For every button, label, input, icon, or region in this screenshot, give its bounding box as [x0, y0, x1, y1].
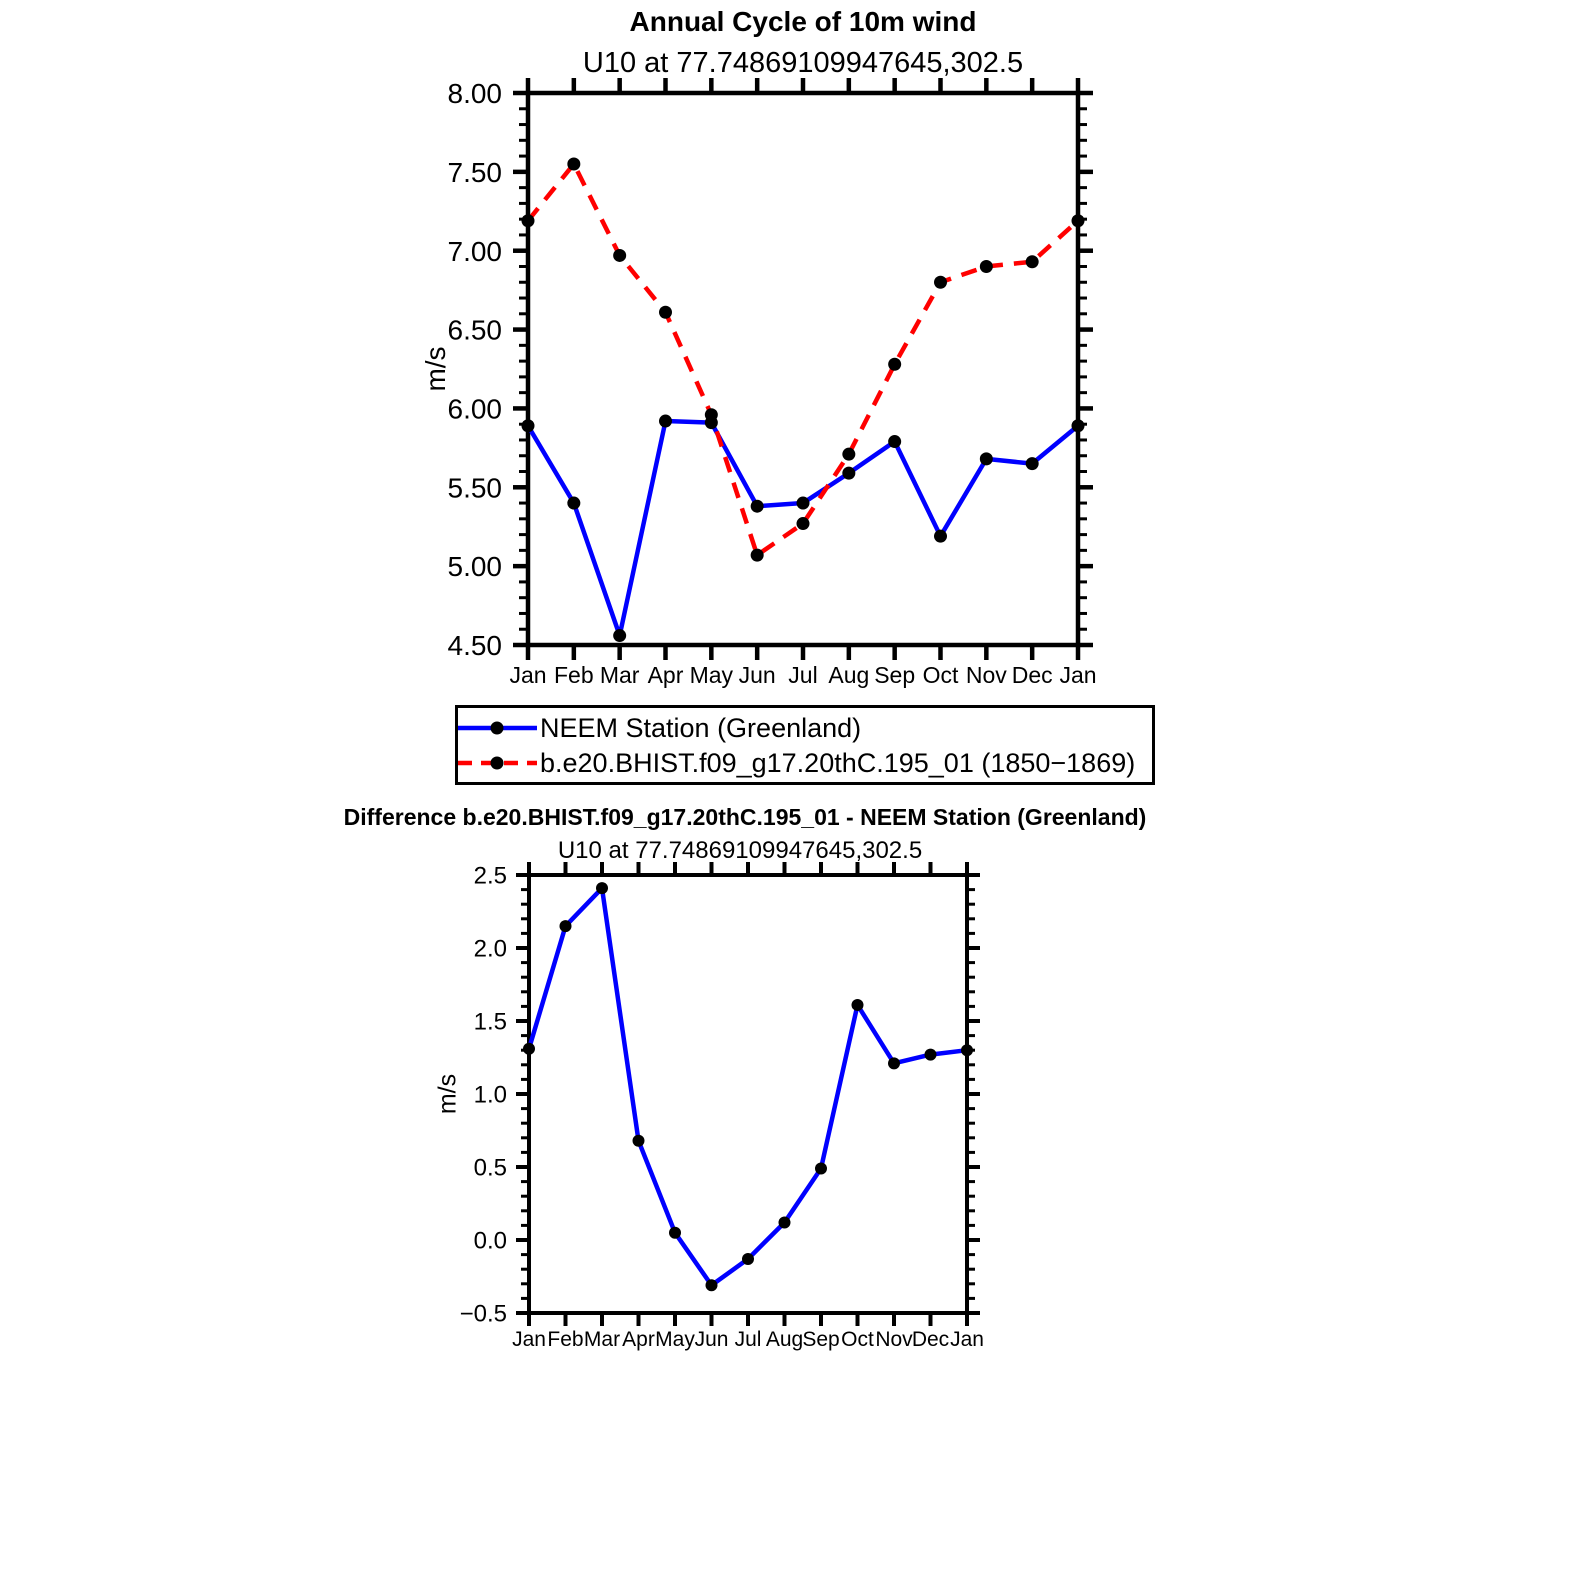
x-tick-label: Sep: [874, 662, 916, 688]
x-tick-label: Feb: [547, 1328, 584, 1351]
x-axis-tick-labels: [509, 662, 1096, 688]
x-tick-label: Apr: [622, 1328, 655, 1351]
chart1-series-1-line: [528, 164, 1078, 555]
chart1-plot: [448, 78, 1097, 688]
data-point-marker: [669, 1227, 681, 1239]
y-tick-label: 4.50: [447, 630, 502, 662]
data-point-marker: [1072, 419, 1085, 432]
y-tick-label: 8.00: [447, 78, 502, 110]
y-axis-tick-labels: [448, 78, 503, 661]
x-tick-label: Nov: [875, 1328, 913, 1351]
data-point-marker: [742, 1253, 754, 1265]
data-point-marker: [659, 306, 672, 319]
data-point-marker: [961, 1044, 973, 1056]
x-tick-label: May: [689, 662, 734, 688]
data-point-marker: [815, 1162, 827, 1174]
data-point-marker: [567, 497, 580, 510]
data-point-marker: [797, 517, 810, 530]
data-point-marker: [567, 157, 580, 170]
chart1-subtitle: U10 at 77.74869109947645,302.5: [582, 47, 1024, 79]
x-tick-label: Feb: [554, 662, 594, 688]
data-point-marker: [842, 467, 855, 480]
chart2-title: Difference b.e20.BHIST.f09_g17.20thC.195_01 - NEEM Station (Greenland): [343, 804, 1147, 830]
y-tick-label: 1.5: [473, 1008, 507, 1036]
data-point-marker: [888, 1057, 900, 1069]
data-point-marker: [888, 358, 901, 371]
data-point-marker: [1026, 255, 1039, 268]
legend: [455, 705, 1155, 785]
data-point-marker: [842, 448, 855, 461]
y-axis-ticks: [513, 93, 1093, 645]
plot-frame: [529, 875, 967, 1313]
data-point-marker: [706, 1279, 718, 1291]
data-point-marker: [888, 435, 901, 448]
data-point-marker: [633, 1135, 645, 1147]
y-tick-label: 5.00: [447, 551, 502, 583]
y-tick-label: 5.50: [447, 472, 502, 504]
x-tick-label: Mar: [599, 662, 640, 688]
data-point-marker: [980, 260, 993, 273]
legend-swatch-dashed-line-icon: [458, 746, 538, 780]
y-tick-label: 1.0: [473, 1081, 507, 1109]
y-tick-label: 2.5: [473, 862, 507, 890]
x-tick-label: Apr: [647, 662, 684, 688]
legend-item-model-run: [458, 745, 1152, 780]
x-tick-label: Jul: [734, 1328, 762, 1351]
legend-marker-dot: [491, 756, 504, 769]
data-point-marker: [560, 920, 572, 932]
data-point-marker: [596, 882, 608, 894]
data-point-marker: [613, 629, 626, 642]
y-tick-label: 7.50: [447, 156, 502, 188]
data-point-marker: [705, 408, 718, 421]
legend-marker-dot: [491, 721, 504, 734]
data-point-marker: [925, 1049, 937, 1061]
y-axis-tick-labels: [460, 863, 507, 1328]
x-tick-label: Nov: [965, 662, 1007, 688]
x-tick-label: Jan: [509, 662, 547, 688]
x-tick-label: Jun: [738, 662, 776, 688]
data-point-marker: [779, 1216, 791, 1228]
x-tick-label: Jan: [1059, 662, 1097, 688]
y-tick-label: −0.5: [459, 1300, 507, 1328]
x-tick-label: Aug: [765, 1328, 804, 1351]
x-tick-label: Dec: [911, 1328, 950, 1351]
chart2-plot: [460, 862, 984, 1351]
data-point-marker: [1026, 457, 1039, 470]
data-point-marker: [980, 452, 993, 465]
x-axis-tick-labels: [512, 1328, 984, 1351]
x-tick-label: Jul: [788, 662, 818, 688]
data-point-marker: [523, 1043, 535, 1055]
y-tick-label: 7.00: [447, 235, 502, 267]
data-point-marker: [751, 500, 764, 513]
x-axis-ticks: [528, 78, 1078, 660]
x-tick-label: Mar: [583, 1328, 621, 1351]
data-point-marker: [852, 999, 864, 1011]
y-tick-label: 2.0: [473, 935, 507, 963]
data-point-marker: [934, 276, 947, 289]
data-point-marker: [797, 497, 810, 510]
chart2-subtitle: U10 at 77.74869109947645,302.5: [557, 837, 923, 864]
chart2-series-0-line: [529, 888, 967, 1285]
data-point-marker: [1072, 214, 1085, 227]
x-tick-label: Jan: [950, 1328, 984, 1351]
y-tick-label: 6.50: [447, 314, 502, 346]
chart2-y-axis-label: m/s: [433, 1073, 462, 1115]
y-tick-label: 0.0: [473, 1227, 507, 1255]
data-point-marker: [659, 415, 672, 428]
data-point-marker: [934, 530, 947, 543]
data-point-marker: [751, 549, 764, 562]
x-tick-label: Oct: [922, 662, 959, 688]
y-tick-label: 6.00: [447, 393, 502, 425]
x-tick-label: Jun: [694, 1328, 729, 1351]
plot-frame: [528, 93, 1078, 645]
chart1-y-axis-label: m/s: [420, 346, 451, 392]
data-point-marker: [522, 214, 535, 227]
data-point-marker: [522, 419, 535, 432]
x-tick-label: Oct: [841, 1328, 874, 1351]
legend-swatch-solid-line-icon: [458, 711, 538, 745]
legend-item-label: b.e20.BHIST.f09_g17.20thC.195_01 (1850−1869): [540, 747, 1136, 778]
chart1-title: Annual Cycle of 10m wind: [629, 6, 977, 37]
x-tick-label: Sep: [802, 1328, 840, 1351]
y-tick-label: 0.5: [473, 1154, 507, 1182]
x-tick-label: Jan: [512, 1328, 546, 1351]
legend-item-neem-station: [458, 710, 1152, 745]
y-axis-ticks: [516, 875, 980, 1313]
data-point-marker: [613, 249, 626, 262]
x-tick-label: May: [655, 1328, 695, 1351]
x-tick-label: Dec: [1011, 662, 1053, 688]
x-tick-label: Aug: [828, 662, 870, 688]
legend-item-label: NEEM Station (Greenland): [540, 712, 862, 743]
